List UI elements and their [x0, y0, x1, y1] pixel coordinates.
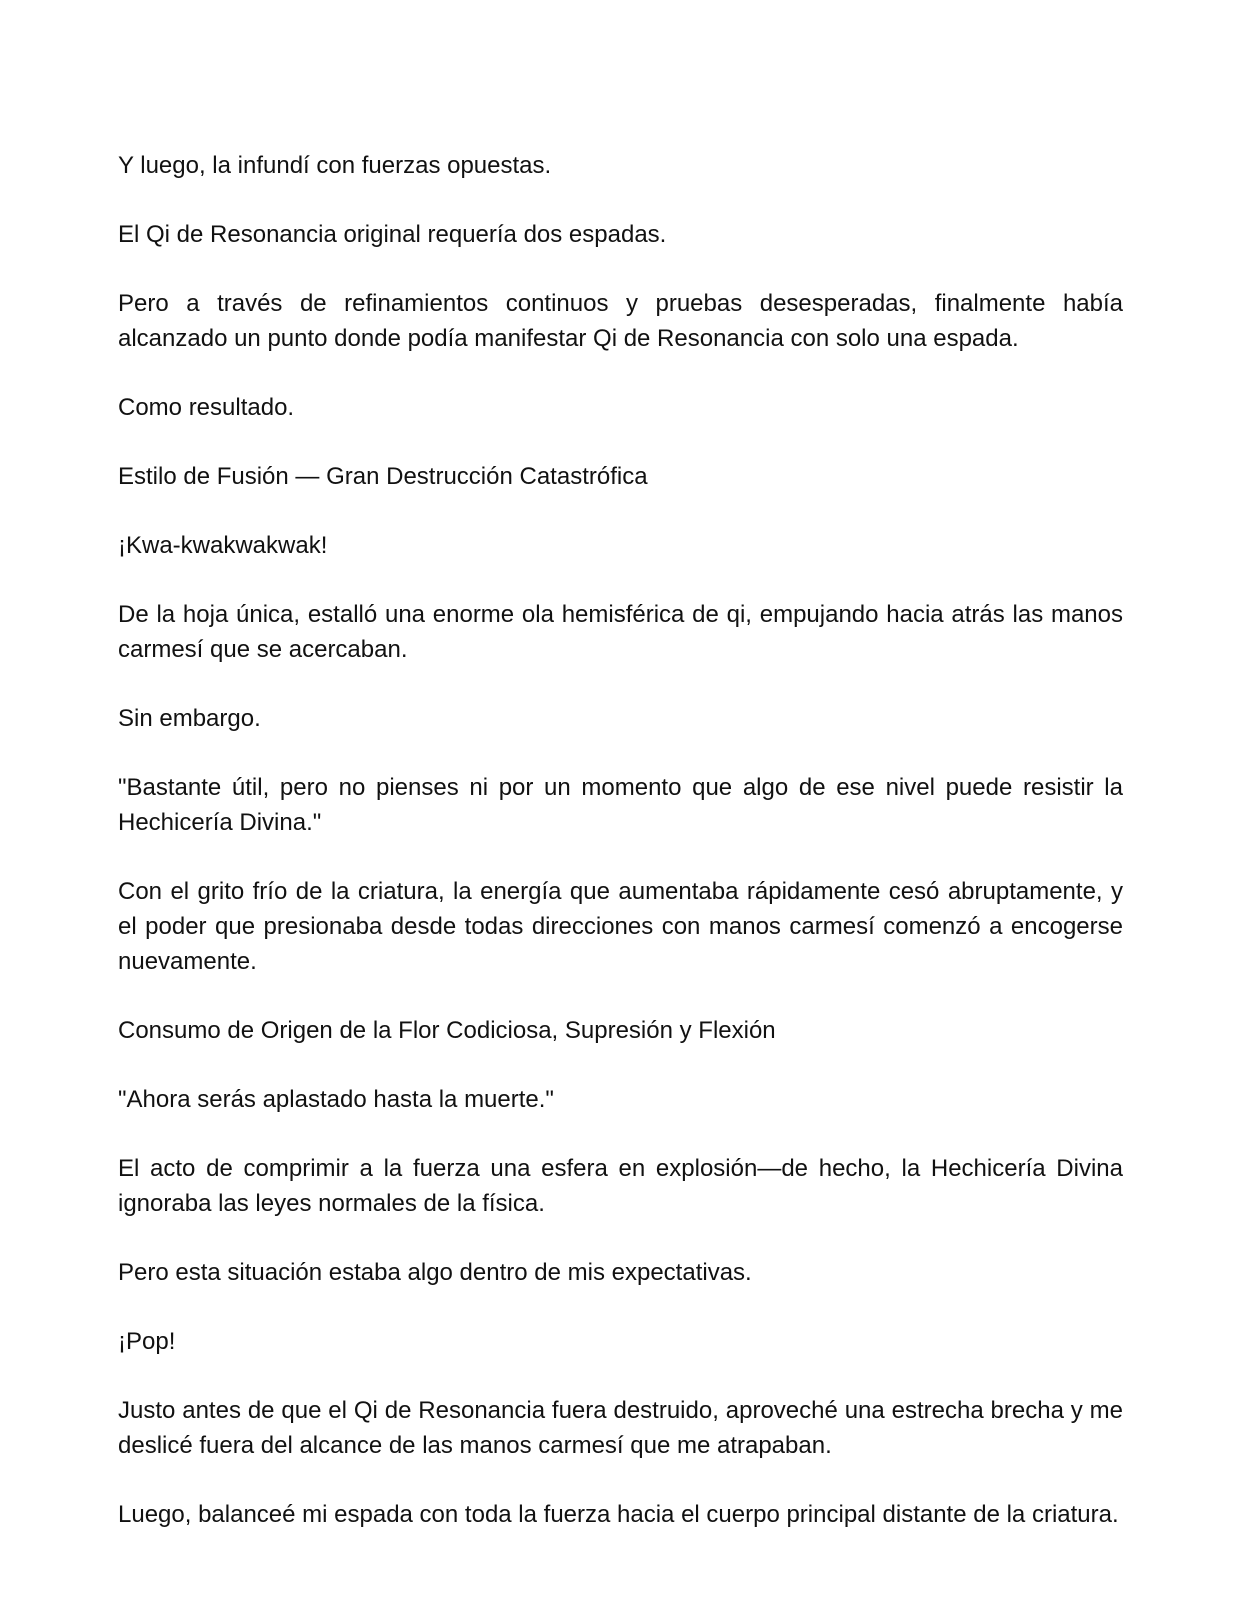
paragraph: Y luego, la infundí con fuerzas opuestas. — [118, 152, 552, 179]
paragraph: Como resultado. — [118, 394, 295, 421]
document-page — [118, 148, 1123, 1532]
paragraph: Justo antes de que el Qi de Resonancia fuera destruido, aproveché una estrecha brecha y me deslicé fuera del alcance de las manos carmesí que me atrapaban. — [118, 1397, 1123, 1459]
technique-heading: Consumo de Origen de la Flor Codiciosa, Supresión y Flexión — [118, 1017, 776, 1044]
paragraph: Luego, balanceé mi espada con toda la fuerza hacia el cuerpo principal distante de la criatura. — [118, 1501, 1119, 1528]
dialogue-line: "Ahora serás aplastado hasta la muerte." — [118, 1086, 554, 1113]
paragraph: El acto de comprimir a la fuerza una esfera en explosión—de hecho, la Hechicería Divina ignoraba las leyes normales de la física. — [118, 1155, 1123, 1217]
paragraph: De la hoja única, estalló una enorme ola hemisférica de qi, empujando hacia atrás las manos carmesí que se acercaban. — [118, 601, 1123, 663]
paragraph: El Qi de Resonancia original requería dos espadas. — [118, 221, 667, 248]
paragraph: Con el grito frío de la criatura, la energía que aumentaba rápidamente cesó abruptamente, y el poder que presionaba desde todas direcciones con manos carmesí comenzó a encogerse nuevamente. — [118, 878, 1123, 975]
technique-heading: Estilo de Fusión — Gran Destrucción Catastrófica — [118, 463, 648, 490]
paragraph: Pero esta situación estaba algo dentro de mis expectativas. — [118, 1259, 752, 1286]
sound-effect: ¡Pop! — [118, 1328, 176, 1355]
paragraph: Pero a través de refinamientos continuos y pruebas desesperadas, finalmente había alcanzado un punto donde podía manifestar Qi de Resonancia con solo una espada. — [118, 290, 1123, 352]
paragraph: Sin embargo. — [118, 705, 261, 732]
sound-effect: ¡Kwa-kwakwakwak! — [118, 532, 328, 559]
dialogue-line: "Bastante útil, pero no pienses ni por un momento que algo de ese nivel puede resistir la Hechicería Divina." — [118, 774, 1123, 836]
